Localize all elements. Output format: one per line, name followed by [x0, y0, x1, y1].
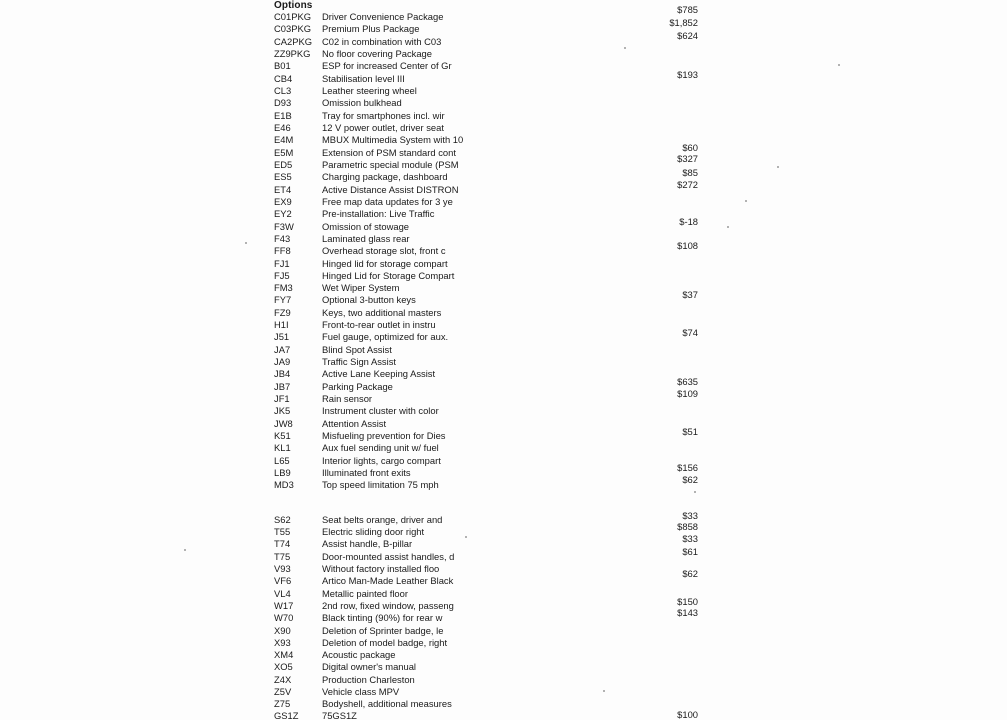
option-description: Free map data updates for 3 ye [322, 196, 453, 207]
option-row [0, 258, 1007, 270]
scan-speck [465, 536, 467, 538]
option-code: E5M [274, 147, 294, 158]
option-price: $109 [677, 388, 698, 399]
option-description: Without factory installed floo [322, 563, 440, 574]
option-price: $785 [677, 4, 698, 15]
option-code: W17 [274, 600, 294, 611]
option-row [0, 289, 1007, 306]
option-description: Aux fuel sending unit w/ fuel [322, 442, 439, 453]
option-row [0, 474, 1007, 491]
option-code: KL1 [274, 442, 291, 453]
option-code: JA7 [274, 344, 291, 355]
option-description: Overhead storage slot, front c [322, 245, 446, 256]
option-description: Rain sensor [322, 393, 373, 404]
option-row [0, 710, 1007, 722]
option-description: Illuminated front exits [322, 467, 411, 478]
option-price: $-18 [679, 216, 698, 227]
option-price: $37 [682, 289, 698, 300]
option-description: ESP for increased Center of Gr [322, 60, 452, 71]
option-row [0, 388, 1007, 405]
option-description: Fuel gauge, optimized for aux. [322, 331, 449, 342]
option-row [0, 563, 1007, 575]
option-code: LB9 [274, 467, 291, 478]
option-price: $327 [677, 153, 698, 164]
option-row [0, 533, 1007, 550]
option-description: Vehicle class MPV [322, 686, 400, 697]
option-code: C01PKG [274, 11, 311, 22]
option-row [0, 17, 1007, 35]
option-code: VL4 [274, 588, 291, 599]
option-code: W70 [274, 612, 294, 623]
option-description: Artico Man-Made Leather Black [322, 575, 454, 586]
option-row [0, 48, 1007, 60]
option-code: D93 [274, 97, 292, 108]
option-row [0, 30, 1007, 48]
option-price: $150 [677, 596, 698, 607]
scan-speck [777, 166, 779, 168]
option-code: XO5 [274, 661, 293, 672]
option-price: $624 [677, 30, 698, 41]
option-description: Black tinting (90%) for rear w [322, 612, 443, 623]
option-description: Laminated glass rear [322, 233, 410, 244]
option-row [0, 405, 1007, 417]
option-description: Blind Spot Assist [322, 344, 392, 355]
option-row [0, 674, 1007, 686]
option-description: Metallic painted floor [322, 588, 408, 599]
option-row [0, 510, 1007, 526]
option-code: CL3 [274, 85, 292, 96]
option-description: Digital owner's manual [322, 661, 417, 672]
option-description: Omission bulkhead [322, 97, 402, 108]
option-row [0, 462, 1007, 479]
option-row [0, 216, 1007, 233]
option-description: Premium Plus Package [322, 23, 420, 34]
option-description: Door-mounted assist handles, d [322, 551, 455, 562]
option-code: F43 [274, 233, 291, 244]
option-code: T75 [274, 551, 291, 562]
option-price: $74 [682, 327, 698, 338]
option-row [0, 60, 1007, 72]
scan-speck [603, 690, 605, 692]
option-code: X90 [274, 625, 291, 636]
option-row [0, 625, 1007, 637]
option-code: ET4 [274, 184, 292, 195]
scan-speck [245, 242, 247, 244]
scan-speck [184, 549, 186, 551]
option-description: Acoustic package [322, 649, 396, 660]
scan-speck [838, 64, 840, 66]
scan-speck [694, 491, 696, 493]
option-code: JB4 [274, 368, 291, 379]
option-description: Misfueling prevention for Dies [322, 430, 446, 441]
option-row [0, 319, 1007, 331]
option-row [0, 69, 1007, 85]
option-code: T74 [274, 538, 291, 549]
option-code: F3W [274, 221, 294, 232]
option-description: Deletion of model badge, right [322, 637, 448, 648]
option-row [0, 196, 1007, 208]
option-description: Tray for smartphones incl. wir [322, 110, 445, 121]
option-code: J51 [274, 331, 290, 342]
option-code: GS1Z [274, 710, 299, 721]
option-code: EY2 [274, 208, 292, 219]
option-row [0, 153, 1007, 171]
option-price: $51 [682, 426, 698, 437]
option-row [0, 418, 1007, 430]
option-row [0, 142, 1007, 159]
option-description: Wet Wiper System [322, 282, 400, 293]
option-row [0, 637, 1007, 649]
option-code: JW8 [274, 418, 293, 429]
option-price: $85 [682, 167, 698, 178]
option-code: FY7 [274, 294, 292, 305]
option-price: $858 [677, 521, 698, 532]
option-row [0, 307, 1007, 319]
option-code: X93 [274, 637, 291, 648]
option-row [0, 649, 1007, 661]
option-code: E46 [274, 122, 291, 133]
option-row [0, 122, 1007, 134]
option-description: Driver Convenience Package [322, 11, 444, 22]
option-code: Z4X [274, 674, 292, 685]
option-code: FF8 [274, 245, 291, 256]
option-description: Stabilisation level III [322, 73, 405, 84]
option-description: Leather steering wheel [322, 85, 417, 96]
option-price: $60 [682, 142, 698, 153]
option-row [0, 698, 1007, 710]
option-code: C03PKG [274, 23, 311, 34]
option-code: FZ9 [274, 307, 291, 318]
option-price: $635 [677, 376, 698, 387]
scan-speck [745, 200, 747, 202]
option-code: FJ5 [274, 270, 290, 281]
option-row [0, 167, 1007, 183]
option-code: S62 [274, 514, 291, 525]
option-row [0, 661, 1007, 673]
option-description: Hinged Lid for Storage Compart [322, 270, 455, 281]
option-row [0, 327, 1007, 343]
option-code: T55 [274, 526, 291, 537]
option-code: Z5V [274, 686, 292, 697]
option-code: JB7 [274, 381, 291, 392]
option-description: Omission of stowage [322, 221, 410, 232]
option-price: $156 [677, 462, 698, 473]
option-price: $193 [677, 69, 698, 80]
option-row [0, 426, 1007, 442]
option-description: Assist handle, B-pillar [322, 538, 413, 549]
option-description: Parking Package [322, 381, 393, 392]
option-row [0, 233, 1007, 245]
option-row [0, 455, 1007, 467]
option-description: Front-to-rear outlet in instru [322, 319, 436, 330]
option-code: JF1 [274, 393, 290, 404]
option-description: Bodyshell, additional measures [322, 698, 452, 709]
option-row [0, 344, 1007, 356]
option-description: 2nd row, fixed window, passeng [322, 600, 454, 611]
option-description: Electric sliding door right [322, 526, 425, 537]
option-description: Extension of PSM standard cont [322, 147, 456, 158]
option-row [0, 442, 1007, 454]
option-code: VF6 [274, 575, 292, 586]
option-row [0, 282, 1007, 294]
option-description: Seat belts orange, driver and [322, 514, 443, 525]
option-code: FM3 [274, 282, 293, 293]
option-row [0, 85, 1007, 97]
option-code: K51 [274, 430, 291, 441]
option-price: $143 [677, 607, 698, 618]
option-code: ES5 [274, 171, 292, 182]
option-code: Z75 [274, 698, 291, 709]
option-code: XM4 [274, 649, 294, 660]
option-row [0, 179, 1007, 196]
option-code: CB4 [274, 73, 293, 84]
option-description: Active Distance Assist DISTRON [322, 184, 459, 195]
option-price: $33 [682, 533, 698, 544]
option-description: Attention Assist [322, 418, 387, 429]
option-description: Interior lights, cargo compart [322, 455, 441, 466]
option-description: Keys, two additional masters [322, 307, 442, 318]
option-description: Parametric special module (PSM [322, 159, 459, 170]
option-row [0, 240, 1007, 257]
option-row [0, 134, 1007, 146]
option-description: Production Charleston [322, 674, 415, 685]
option-description: No floor covering Package [322, 48, 432, 59]
option-row [0, 110, 1007, 122]
option-row [0, 356, 1007, 368]
option-code: EX9 [274, 196, 292, 207]
option-price: $272 [677, 179, 698, 190]
option-description: C02 in combination with C03 [322, 36, 442, 47]
option-row [0, 208, 1007, 220]
option-row [0, 596, 1007, 612]
option-price: $62 [682, 474, 698, 485]
option-code: E4M [274, 134, 294, 145]
option-description: Traffic Sign Assist [322, 356, 396, 367]
option-price: $62 [682, 568, 698, 579]
option-code: V93 [274, 563, 291, 574]
option-row [0, 97, 1007, 109]
option-code: JA9 [274, 356, 291, 367]
option-description: Optional 3-button keys [322, 294, 416, 305]
option-row [0, 686, 1007, 698]
option-code: CA2PKG [274, 36, 313, 47]
option-description: Deletion of Sprinter badge, le [322, 625, 444, 636]
option-description: Pre-installation: Live Traffic [322, 208, 435, 219]
option-price: $1,852 [669, 17, 698, 28]
option-code: FJ1 [274, 258, 290, 269]
option-code: E1B [274, 110, 292, 121]
option-code: H1I [274, 319, 289, 330]
option-description: Charging package, dashboard [322, 171, 448, 182]
options-heading: Options [274, 0, 313, 11]
option-price: $108 [677, 240, 698, 251]
option-description: Top speed limitation 75 mph [322, 479, 439, 490]
option-code: B01 [274, 60, 291, 71]
option-price: $33 [682, 510, 698, 521]
scan-speck [624, 47, 626, 49]
option-row [0, 521, 1007, 538]
option-description: Instrument cluster with color [322, 405, 439, 416]
option-description: Active Lane Keeping Assist [322, 368, 436, 379]
option-row [0, 588, 1007, 600]
option-row [0, 270, 1007, 282]
option-description: Hinged lid for storage compart [322, 258, 448, 269]
option-code: L65 [274, 455, 290, 466]
option-code: JK5 [274, 405, 291, 416]
option-description: MBUX Multimedia System with 10 [322, 134, 464, 145]
option-row [0, 376, 1007, 393]
option-code: ZZ9PKG [274, 48, 311, 59]
option-row [0, 368, 1007, 380]
option-code: MD3 [274, 479, 294, 490]
option-description: 12 V power outlet, driver seat [322, 122, 444, 133]
option-price: $100 [677, 709, 698, 720]
option-code: ED5 [274, 159, 293, 170]
scan-speck [727, 226, 729, 228]
option-price: $61 [682, 546, 698, 557]
option-row [0, 607, 1007, 624]
option-row [0, 546, 1007, 563]
option-description: 75GS1Z [322, 710, 357, 721]
